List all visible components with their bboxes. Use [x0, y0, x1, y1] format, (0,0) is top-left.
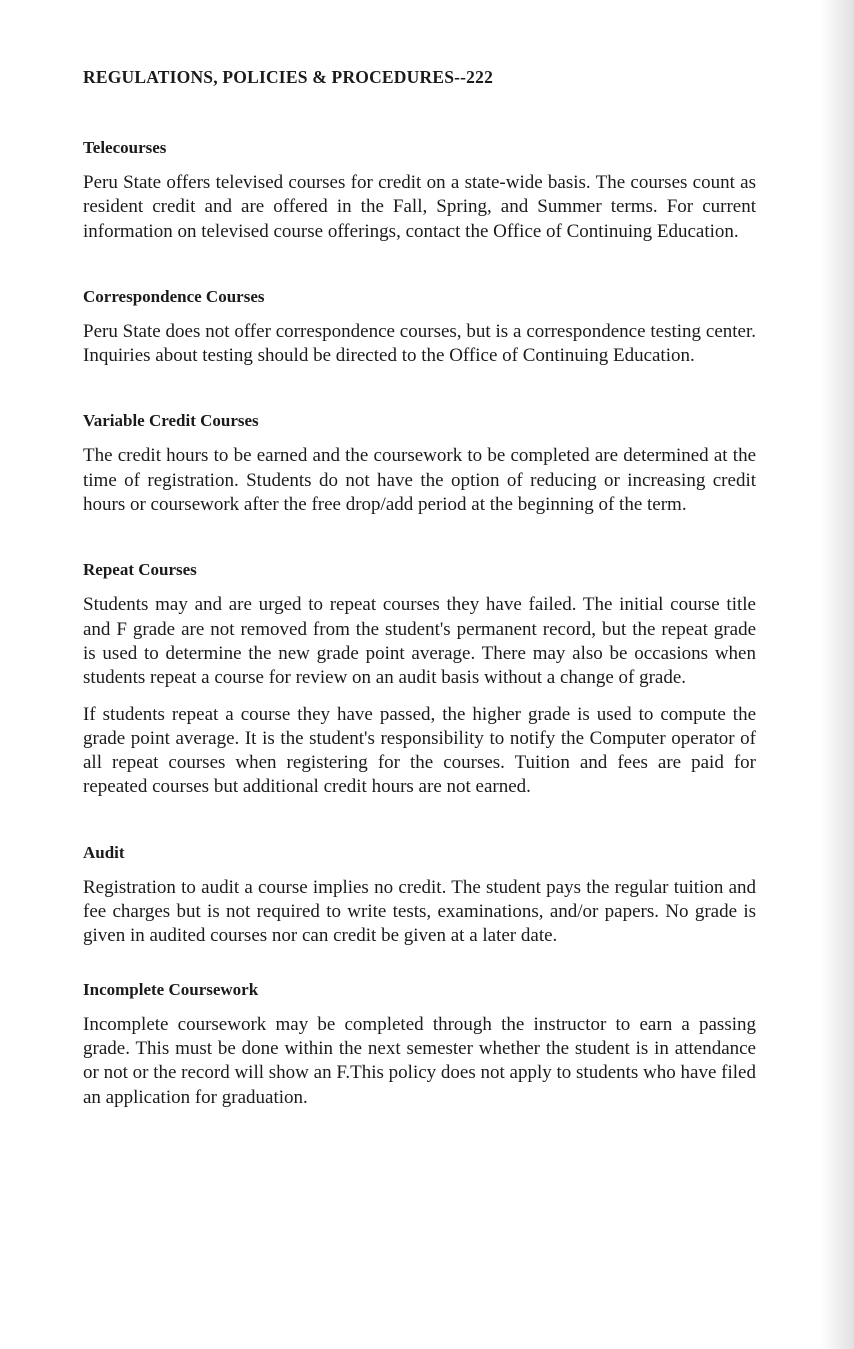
section-heading: Repeat Courses — [83, 560, 197, 580]
section-heading: Incomplete Coursework — [83, 979, 259, 999]
section-paragraph: Incomplete coursework may be completed through the instructor to earn a passing grade. This must be done within the next semester whether the student is in attendance or not or the record will show an F.This policy does not apply to students who have filed an application for graduation. — [83, 1013, 756, 1108]
section-paragraph: Peru State offers televised courses for credit on a state-wide basis. The courses count as resident credit and are offered in the Fall, Spring, and Summer terms. For current information on televised course offerings, contact the Office of Continuing Education. — [83, 172, 756, 242]
section-repeat-courses — [83, 559, 756, 799]
section-paragraph: Peru State does not offer correspondence courses, but is a correspondence testing center. Inquiries about testing should be directed to the Office of Continuing Education. — [83, 320, 756, 367]
section-incomplete-coursework — [83, 979, 756, 1110]
page-edge-shadow — [820, 0, 854, 1349]
section-heading: Telecourses — [83, 138, 167, 157]
document-page — [83, 66, 756, 1110]
section-paragraph: If students repeat a course they have passed, the higher grade is used to compute the grade point average. It is the student's responsibility to notify the Computer operator of all repeat courses when registering for the courses. Tuition and fees are paid for repeated courses but additional credit hours are not earned. — [83, 703, 756, 798]
running-head: REGULATIONS, POLICIES & PROCEDURES--222 — [83, 67, 494, 87]
section-paragraph: Registration to audit a course implies no credit. The student pays the regular tuition and fee charges but is not required to write tests, examinations, and/or papers. No grade is given in audited courses nor can credit be given at a later date. — [83, 876, 756, 947]
section-heading: Variable Credit Courses — [83, 411, 259, 431]
section-paragraph: The credit hours to be earned and the coursework to be completed are determined at the time of registration. Students do not have the option of reducing or increasing credit hours or coursework after the free drop/add period at the beginning of the term. — [83, 445, 756, 516]
section-correspondence-courses — [83, 286, 756, 369]
section-heading: Audit — [83, 842, 125, 862]
section-variable-credit-courses — [83, 410, 756, 517]
section-paragraph: Students may and are urged to repeat courses they have failed. The initial course title and F grade are not removed from the student's permanent record, but the repeat grade is used to determine the new grade point average. There may also be occasions when students repeat a course for review on an audit basis without a change of grade. — [83, 594, 756, 689]
section-audit — [83, 842, 756, 949]
section-heading: Correspondence Courses — [83, 286, 265, 306]
section-telecourses — [83, 137, 756, 244]
